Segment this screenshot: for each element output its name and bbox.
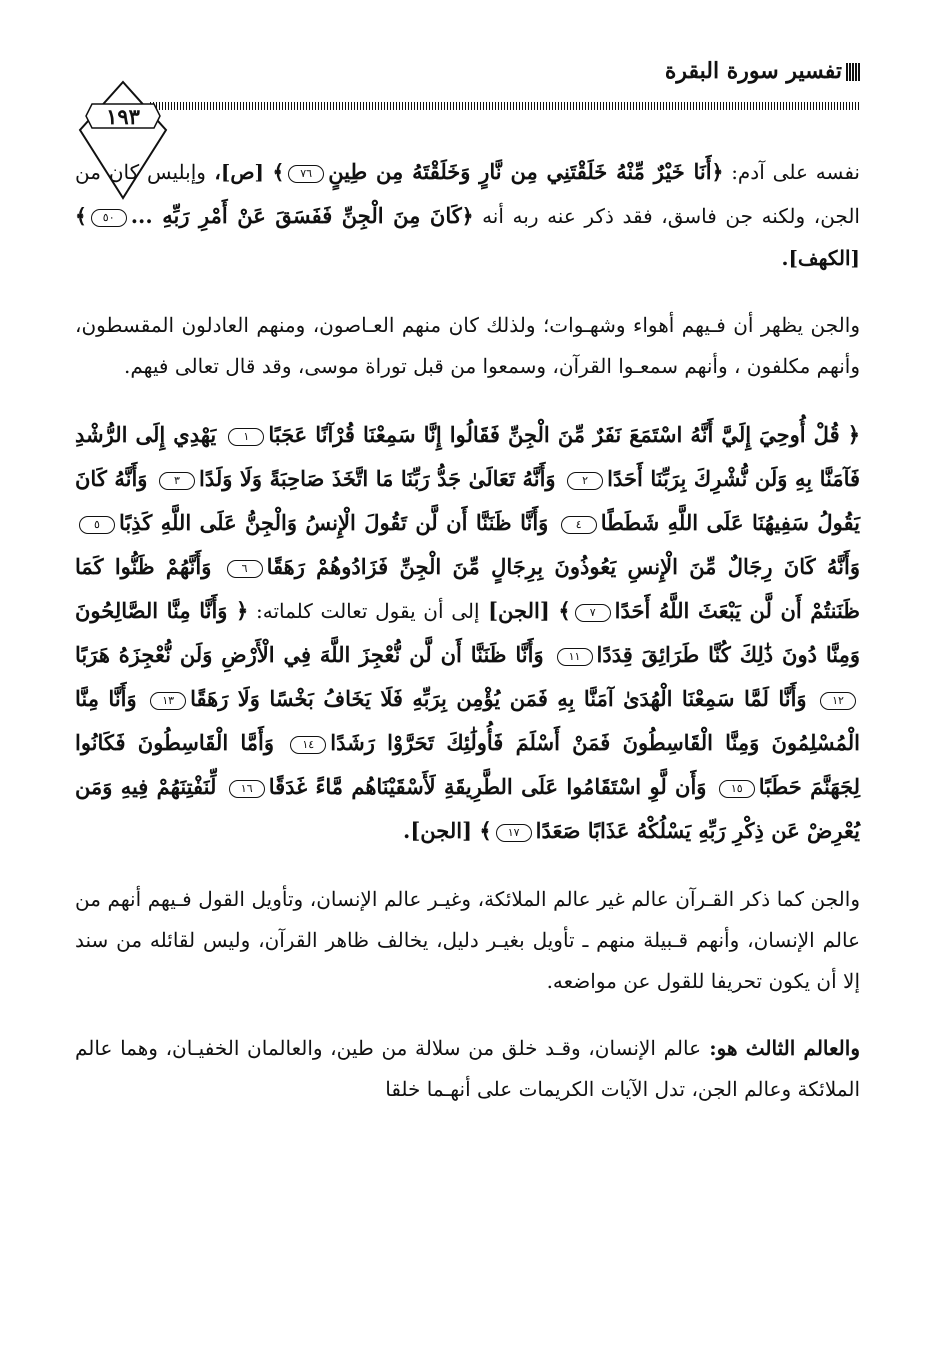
quran-bracket-close: ﴾ <box>558 598 571 623</box>
ayah-number-marker: ١٧ <box>496 824 532 842</box>
quran-verse: وَأَنَّهُ كَانَ رِجَالٌ مِّنَ الْإِنسِ يَعُوذُونَ بِرِجَالٍ مِّنَ الْجِنِّ فَزَادُوهُمْ رَهَقًا <box>266 554 860 579</box>
quran-verse: وَأَنَّا مِنَّا الصَّالِحُونَ وَمِنَّا دُونَ ذَٰلِكَ كُنَّا طَرَائِقَ قِدَدًا <box>75 598 860 667</box>
ayah-number-marker: ١٢ <box>820 692 856 710</box>
text: إلى أن يقول تعالت كلماته: <box>248 599 480 623</box>
quran-verse: قُلْ أُوحِيَ إِلَيَّ أَنَّهُ اسْتَمَعَ نَفَرٌ مِّنَ الْجِنِّ فَقَالُوا إِنَّا سَمِعْنَا قُرْآنًا عَجَبًا <box>268 422 840 447</box>
quran-verse: وَأَنَّا ظَنَنَّا أَن لَّن نُّعْجِزَ اللَّهَ فِي الْأَرْضِ وَلَن نُّعْجِزَهُ هَرَبًا <box>75 642 544 667</box>
header-ornament-icon <box>846 63 860 81</box>
page-body <box>75 150 860 1136</box>
quran-bracket-open: ﴿ <box>461 204 474 228</box>
surah-reference: [الجن] <box>479 598 559 623</box>
page-header <box>70 50 860 160</box>
ayah-number-marker: ٤ <box>561 516 597 534</box>
ayah-number-marker: ١٣ <box>150 692 186 710</box>
surah-reference: [ص]، <box>205 160 273 184</box>
surah-reference: [الكهف]. <box>781 246 860 270</box>
quran-verse: وَأَنَّهُ تَعَالَىٰ جَدُّ رَبِّنَا مَا اتَّخَذَ صَاحِبَةً وَلَا وَلَدًا <box>198 466 556 491</box>
quran-passage <box>75 413 860 853</box>
quran-verse: وَأَنَّهُمْ ظَنُّوا كَمَا ظَنَنتُمْ أَن لَّن يَبْعَثَ اللَّهُ أَحَدًا <box>75 554 860 623</box>
page-number: ١٩٣ <box>106 104 140 129</box>
quran-verse: يَهْدِي إِلَى الرُّشْدِ فَآمَنَّا بِهِ وَلَن نُّشْرِكَ بِرَبِّنَا أَحَدًا <box>75 422 861 491</box>
ayah-number-marker: ٢ <box>567 472 603 490</box>
paragraph-5 <box>75 1028 860 1110</box>
quran-verse: وَأَن لَّوِ اسْتَقَامُوا عَلَى الطَّرِيقَةِ لَأَسْقَيْنَاهُم مَّاءً غَدَقًا <box>268 774 707 799</box>
surah-reference: [الجن]. <box>403 818 480 843</box>
quran-verse: لِّنَفْتِنَهُمْ فِيهِ وَمَن يُعْرِضْ عَن ذِكْرِ رَبِّهِ يَسْلُكْهُ عَذَابًا صَعَدًا <box>75 774 860 843</box>
header-rule <box>150 102 860 110</box>
quran-bracket-close: ﴾ <box>479 818 492 843</box>
quran-verse: أَنَا خَيْرٌ مِّنْهُ خَلَقْتَنِي مِن نَّارٍ وَخَلَقْتَهُ مِن طِينٍ <box>328 159 712 184</box>
quran-bracket-open: ﴿ <box>711 160 724 184</box>
quran-bracket-close: ﴾ <box>75 204 87 228</box>
quran-bracket-close: ﴾ <box>272 160 285 184</box>
quran-verse: كَانَ مِنَ الْجِنِّ فَفَسَقَ عَنْ أَمْرِ رَبِّهِ ... <box>130 203 462 228</box>
quran-verse: وَأَنَّهُ كَانَ يَقُولُ سَفِيهُنَا عَلَى اللَّهِ شَطَطًا <box>75 466 860 535</box>
quran-verse: وَأَنَّا مِنَّا الْمُسْلِمُونَ وَمِنَّا الْقَاسِطُونَ فَمَنْ أَسْلَمَ فَأُولَٰئِكَ تَحَرَّوْا رَشَدًا <box>75 686 861 755</box>
paragraph-4: والجن كما ذكر القـرآن عالم غير عالم الملائكة، وغيـر عالم الإنسان، وتأويل القول فـيهم أنهم من عالم الإنسان، وأنهم قـبيلة منهم ـ تأويل بغيـر دليل، يخالف ظاهر القرآن، وليس لقائله من سند إلا أن يكون تحريفا للقول عن مواضعه. <box>75 887 860 993</box>
text: عالم الإنسان، وقـد خلق من سلالة من طين، والعالمان الخفيـان، وهما عالم الملائكة وعالم الجن، تدل الآيات الكريمات على أنهـما خلقا <box>75 1036 860 1101</box>
running-title: تفسير سورة البقرة <box>664 58 842 84</box>
text: نفسه على آدم: <box>723 160 861 184</box>
ayah-number-marker: ٥ <box>79 516 115 534</box>
quran-verse: وَأَمَّا الْقَاسِطُونَ فَكَانُوا لِجَهَنَّمَ حَطَبًا <box>75 730 861 799</box>
quran-verse: وَأَنَّا لَمَّا سَمِعْنَا الْهُدَىٰ آمَنَّا بِهِ فَمَن يُؤْمِن بِرَبِّهِ فَلَا يَخَافُ بَخْسًا وَلَا رَهَقًا <box>190 686 807 711</box>
ayah-number-marker: ٦ <box>227 560 263 578</box>
quran-bracket-open: ﴿ <box>847 422 860 447</box>
quran-verse: وَأَنَّا ظَنَنَّا أَن لَّن تَقُولَ الْإِنسُ وَالْجِنُّ عَلَى اللَّهِ كَذِبًا <box>119 510 549 535</box>
paragraph-1 <box>75 150 860 279</box>
ayah-number-marker: ٧ <box>575 604 611 622</box>
quran-bracket-open: ﴿ <box>236 598 249 623</box>
ayah-number-marker: ٣ <box>159 472 195 490</box>
ayah-number-marker: ١٤ <box>290 736 326 754</box>
ayah-number-marker: ١٦ <box>229 780 265 798</box>
ayah-number-marker: ١٥ <box>719 780 755 798</box>
ayah-number-marker: ١١ <box>557 648 593 666</box>
ayah-number-marker: ٧٦ <box>288 165 324 183</box>
text: وإبليس كان من الجن، ولكنه جن فاسق، فقد ذكر عنه ربه أنه <box>75 160 860 228</box>
paragraph-2: والجن يظهر أن فـيهم أهواء وشهـوات؛ ولذلك كان منهم العـاصون، ومنهم العادلون المقسطون، وأنهم مكلفون ، وأنهم سمعـوا القرآن، وسمعوا من قبل توراة موسى، وقد قال تعالى فيهم. <box>75 313 860 378</box>
ayah-number-marker: ١ <box>228 428 264 446</box>
section-lead: والعالم الثالث هو: <box>701 1036 860 1060</box>
ayah-number-marker: ٥٠ <box>91 209 127 227</box>
